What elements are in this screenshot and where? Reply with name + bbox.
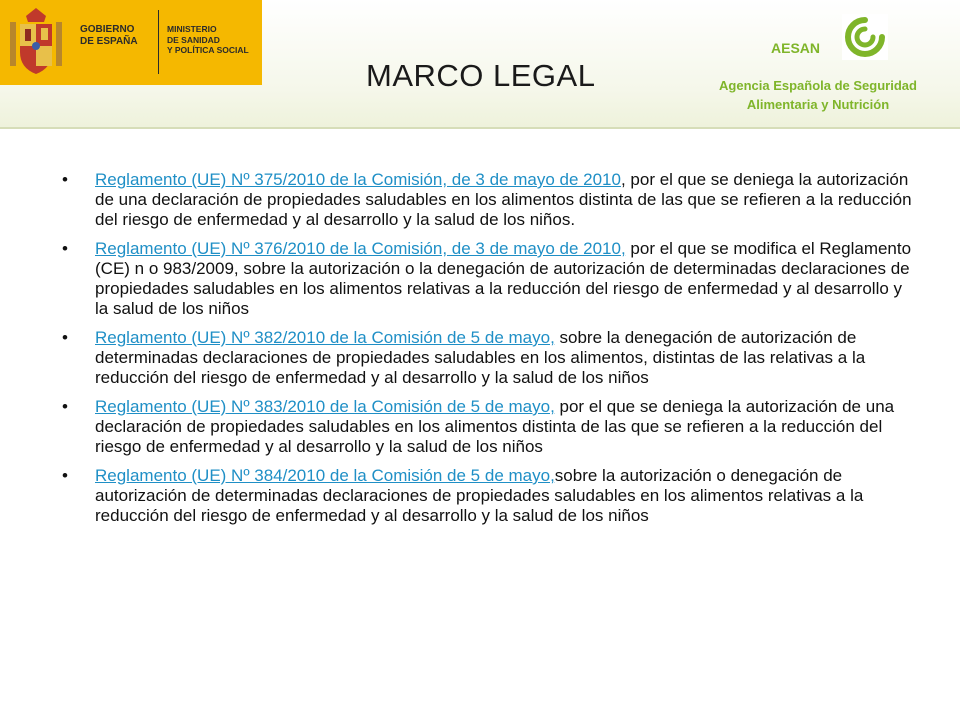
- agency-line-1: Agencia Española de Seguridad: [719, 78, 917, 93]
- aesan-label: AESAN: [771, 40, 821, 56]
- aesan-logo-icon: [842, 14, 888, 60]
- regulation-list: [62, 170, 912, 535]
- list-item: [62, 328, 912, 388]
- regulation-description: por el que se modifica el Reglamento (CE) n o 983/2009, sobre la autorización o la denegación de autorización de determinadas declaraciones de propiedades saludables en los alimentos relativas a la reducción del riesgo de enfermedad y al desarrollo y la salud de los niños: [95, 239, 912, 318]
- bullet: •: [62, 170, 68, 189]
- regulation-link-375[interactable]: Reglamento (UE) Nº 375/2010 de la Comisión, de 3 de mayo de 2010: [95, 170, 621, 189]
- list-item: [62, 466, 912, 526]
- regulation-link-384[interactable]: Reglamento (UE) Nº 384/2010 de la Comisión de 5 de mayo,: [95, 466, 555, 485]
- regulation-description: sobre la autorización o denegación de autorización de determinadas declaraciones de propiedades saludables en los alimentos relativas a la reducción del riesgo de enfermedad y al desarrollo y la salud de los niños: [95, 466, 864, 525]
- bullet: •: [62, 466, 68, 485]
- ministry-line-3: Y POLÍTICA SOCIAL: [167, 45, 249, 55]
- coat-of-arms-icon: [8, 6, 64, 80]
- government-line-1: GOBIERNO: [80, 24, 135, 35]
- list-item: [62, 170, 912, 230]
- list-item: [62, 239, 912, 319]
- government-logo: [0, 0, 262, 85]
- regulation-description: sobre la denegación de autorización de determinadas declaraciones de propiedades saludables en los alimentos, distintas de las relativas a la reducción del riesgo de enfermedad y al desarrollo y la salud de los niños: [95, 328, 866, 387]
- regulation-link-383[interactable]: Reglamento (UE) Nº 383/2010 de la Comisión de 5 de mayo,: [95, 397, 555, 416]
- government-line-2: DE ESPAÑA: [80, 36, 138, 47]
- bullet: •: [62, 397, 68, 416]
- regulation-description: , por el que se deniega la autorización de una declaración de propiedades saludables en los alimentos distinta de las que se refieren a la reducción del riesgo de enfermedad y al desarrollo y la salud de los niños.: [95, 170, 912, 229]
- agency-line-2: Alimentaria y Nutrición: [746, 97, 890, 112]
- ministry-line-1: MINISTERIO: [167, 24, 217, 34]
- header-divider: [0, 127, 960, 129]
- page-title: MARCO LEGAL: [366, 58, 596, 93]
- regulation-link-376[interactable]: Reglamento (UE) Nº 376/2010 de la Comisión, de 3 de mayo de 2010,: [95, 239, 626, 258]
- regulation-description: por el que se deniega la autorización de una declaración de propiedades saludables en los alimentos distinta de las que se refieren a la reducción del riesgo de enfermedad y al desarrollo y la salud de los niños: [95, 397, 895, 456]
- list-item: [62, 397, 912, 457]
- logo-separator: [158, 10, 159, 74]
- government-name: [80, 24, 138, 48]
- ministry-line-2: DE SANIDAD: [167, 34, 220, 45]
- ministry-name: [167, 24, 249, 56]
- agency-name: [690, 76, 946, 114]
- bullet: •: [62, 328, 68, 347]
- bullet: •: [62, 239, 68, 258]
- regulation-link-382[interactable]: Reglamento (UE) Nº 382/2010 de la Comisión de 5 de mayo,: [95, 328, 555, 347]
